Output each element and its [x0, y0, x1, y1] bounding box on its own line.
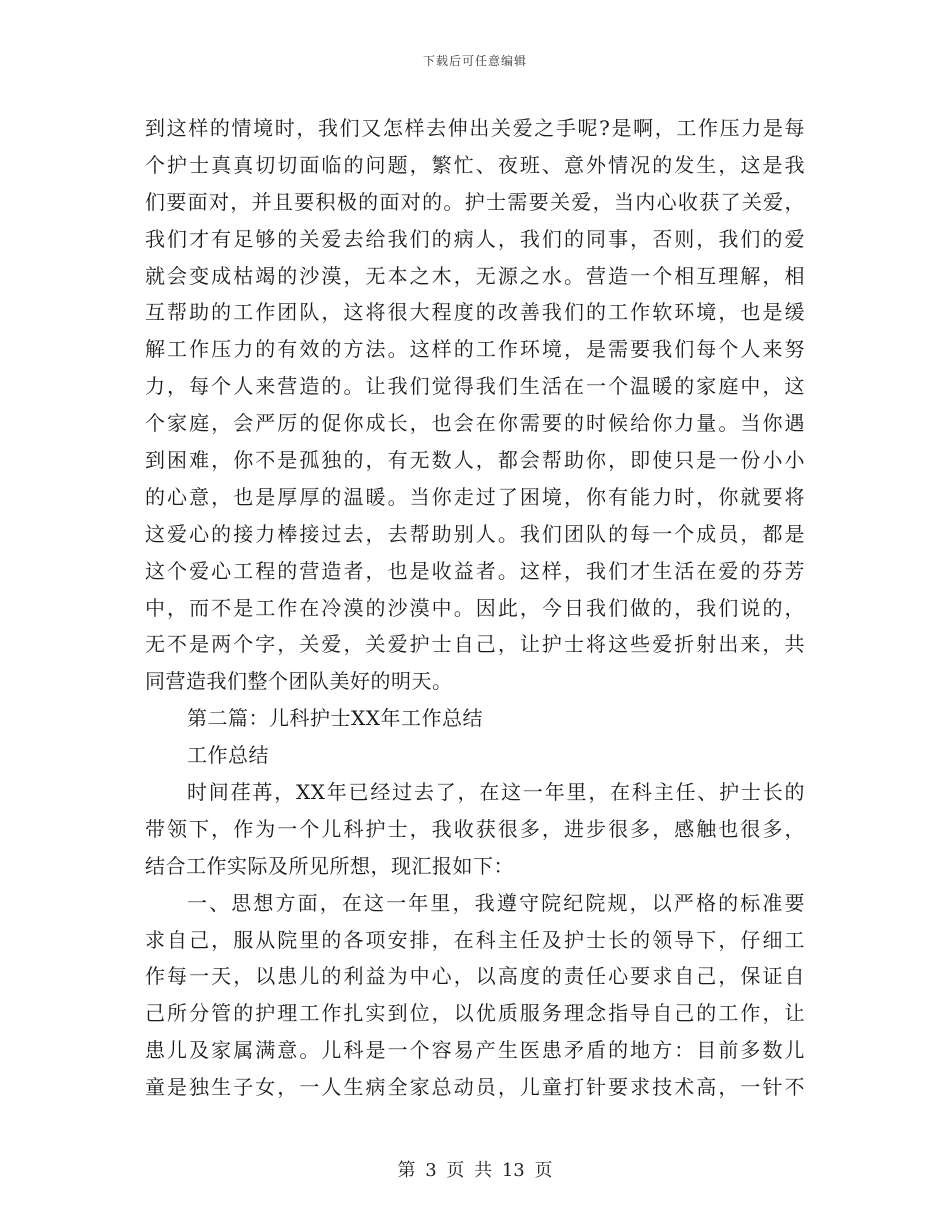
text-line: 结合工作实际及所见所想，现汇报如下：	[145, 853, 514, 878]
text-line: 的心意，也是厚厚的温暖。当你走过了困境，你有能力时，你就要将	[145, 484, 805, 509]
text-line: 这爱心的接力棒接过去，去帮助别人。我们团队的每一个成员，都是	[145, 521, 805, 546]
document-body	[145, 110, 805, 1106]
page-number-footer: 第 3 页 共 13 页	[397, 1160, 553, 1181]
text-line: 时间荏苒，XX年已经过去了，在这一年里，在科主任、护士长的	[187, 780, 805, 805]
text-line: 无不是两个字，关爱，关爱护士自己，让护士将这些爱折射出来，共	[145, 632, 805, 657]
text-line: 个家庭，会严厉的促你成长，也会在你需要的时候给你力量。当你遇	[145, 411, 805, 436]
text-line: 这个爱心工程的营造者，也是收益者。这样，我们才生活在爱的芬芳	[145, 558, 805, 583]
text-line: 中，而不是工作在冷漠的沙漠中。因此，今日我们做的，我们说的，	[145, 595, 805, 620]
text-line: 一、思想方面，在这一年里，我遵守院纪院规，以严格的标准要	[187, 890, 805, 915]
text-line: 就会变成枯竭的沙漠，无本之木，无源之水。营造一个相互理解，相	[145, 263, 805, 288]
text-line: 求自己，服从院里的各项安排，在科主任及护士长的领导下，仔细工	[145, 927, 805, 952]
text-line: 作每一天，以患儿的利益为中心，以高度的责任心要求自己，保证自	[145, 964, 805, 989]
text-line: 们要面对，并且要积极的面对的。护士需要关爱，当内心收获了关爱，	[145, 189, 805, 214]
page-header-note: 下载后可任意编辑	[422, 54, 527, 68]
text-line: 解工作压力的有效的方法。这样的工作环境，是需要我们每个人来努	[145, 337, 805, 362]
text-line: 同营造我们整个团队美好的明天。	[145, 669, 453, 694]
text-line: 带领下，作为一个儿科护士，我收获很多，进步很多，感触也很多，	[145, 816, 805, 841]
text-line: 到困难，你不是孤独的，有无数人，都会帮助你，即使只是一份小小	[145, 448, 805, 473]
text-line: 患儿及家属满意。儿科是一个容易产生医患矛盾的地方：目前多数儿	[145, 1038, 805, 1063]
text-line: 己所分管的护理工作扎实到位，以优质服务理念指导自己的工作，让	[145, 1001, 805, 1026]
text-line: 第二篇：儿科护士XX年工作总结	[187, 706, 483, 731]
text-line: 到这样的情境时，我们又怎样去伸出关爱之手呢?是啊，工作压力是每	[145, 116, 805, 140]
text-line: 力，每个人来营造的。让我们觉得我们生活在一个温暖的家庭中，这	[145, 374, 805, 399]
text-line: 个护士真真切切面临的问题，繁忙、夜班、意外情况的发生，这是我	[145, 152, 805, 177]
text-line: 童是独生子女，一人生病全家总动员，儿童打针要求技术高，一针不	[145, 1075, 805, 1100]
text-line: 工作总结	[187, 743, 269, 768]
text-line: 我们才有足够的关爱去给我们的病人，我们的同事，否则，我们的爱	[145, 226, 805, 251]
text-line: 互帮助的工作团队，这将很大程度的改善我们的工作软环境，也是缓	[145, 300, 805, 325]
